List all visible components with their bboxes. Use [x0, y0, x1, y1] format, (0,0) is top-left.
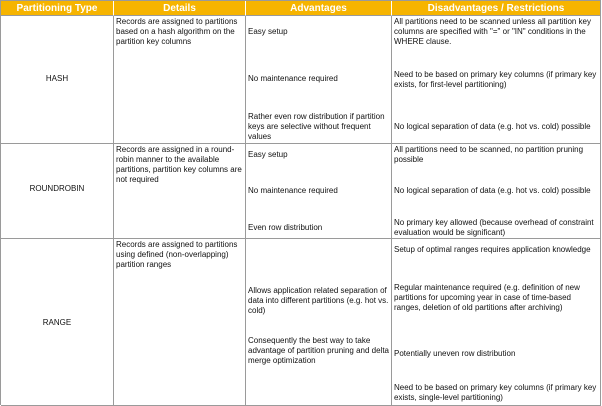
advantage-item: No maintenance required [248, 186, 338, 195]
header-advantages: Advantages [246, 1, 392, 16]
table-row-range-advantages-cell [246, 239, 392, 406]
partition-type-label: RANGE [42, 318, 72, 327]
details-text: Records are assigned in a round-robin manner to the available partitions, partition key columns are not required [116, 145, 242, 184]
advantage-item: Consequently the best way to take advantage of partition pruning and delta merge optimization [248, 336, 389, 365]
advantage-item: Easy setup [248, 27, 288, 36]
disadvantage-item: No logical separation of data (e.g. hot vs. cold) possible [394, 122, 591, 131]
table-row-roundrobin-details-cell [114, 144, 246, 239]
disadvantage-item: All partitions need to be scanned, no partition pruning possible [394, 145, 584, 164]
advantage-item: Easy setup [248, 150, 288, 159]
disadvantage-item: Need to be based on primary key columns (if primary key exists, for first-level partitioning) [394, 70, 597, 89]
table-row-hash-type-cell [1, 16, 114, 144]
advantage-item: Even row distribution [248, 223, 323, 232]
disadvantage-item: All partitions need to be scanned unless all partition key columns are specified with "=" or "IN" conditions in the WHERE clause. [394, 17, 592, 46]
header-details: Details [114, 1, 246, 16]
table-row-range-disadvantages-cell [392, 239, 601, 406]
details-text: Records are assigned to partitions using defined (non-overlapping) partition ranges [116, 240, 238, 269]
table-row-hash-details-cell [114, 16, 246, 144]
advantage-item: Rather even row distribution if partition keys are selective without frequent values [248, 112, 385, 141]
table-row-hash-advantages-cell [246, 16, 392, 144]
disadvantage-item: Regular maintenance required (e.g. definition of new partitions for upcoming year in case of time-based ranges, deletion of old partitions after archiving) [394, 283, 580, 312]
partition-type-label: ROUNDROBIN [29, 184, 85, 193]
disadvantage-item: Setup of optimal ranges requires application knowledge [394, 245, 591, 254]
header-disadvantages: Disadvantages / Restrictions [392, 1, 601, 16]
details-text: Records are assigned to partitions based on a hash algorithm on the partition key columns [116, 17, 238, 46]
table-row-range-details-cell [114, 239, 246, 406]
disadvantage-item: Need to be based on primary key columns (if primary key exists, single-level partitioning) [394, 383, 597, 402]
advantage-item: No maintenance required [248, 74, 338, 83]
table-row-roundrobin-type-cell [1, 144, 114, 239]
header-partitioning-type: Partitioning Type [1, 1, 114, 16]
advantage-item: Allows application related separation of data into different partitions (e.g. hot vs. cold) [248, 286, 389, 315]
disadvantage-item: No primary key allowed (because overhead of constraint evaluation would be significant) [394, 218, 594, 237]
disadvantage-item: Potentially uneven row distribution [394, 349, 516, 358]
table-row-hash-disadvantages-cell [392, 16, 601, 144]
disadvantage-item: No logical separation of data (e.g. hot vs. cold) possible [394, 186, 591, 195]
table-row-roundrobin-advantages-cell [246, 144, 392, 239]
partition-type-label: HASH [45, 74, 69, 83]
table-row-range-type-cell [1, 239, 114, 406]
table-row-roundrobin-disadvantages-cell [392, 144, 601, 239]
